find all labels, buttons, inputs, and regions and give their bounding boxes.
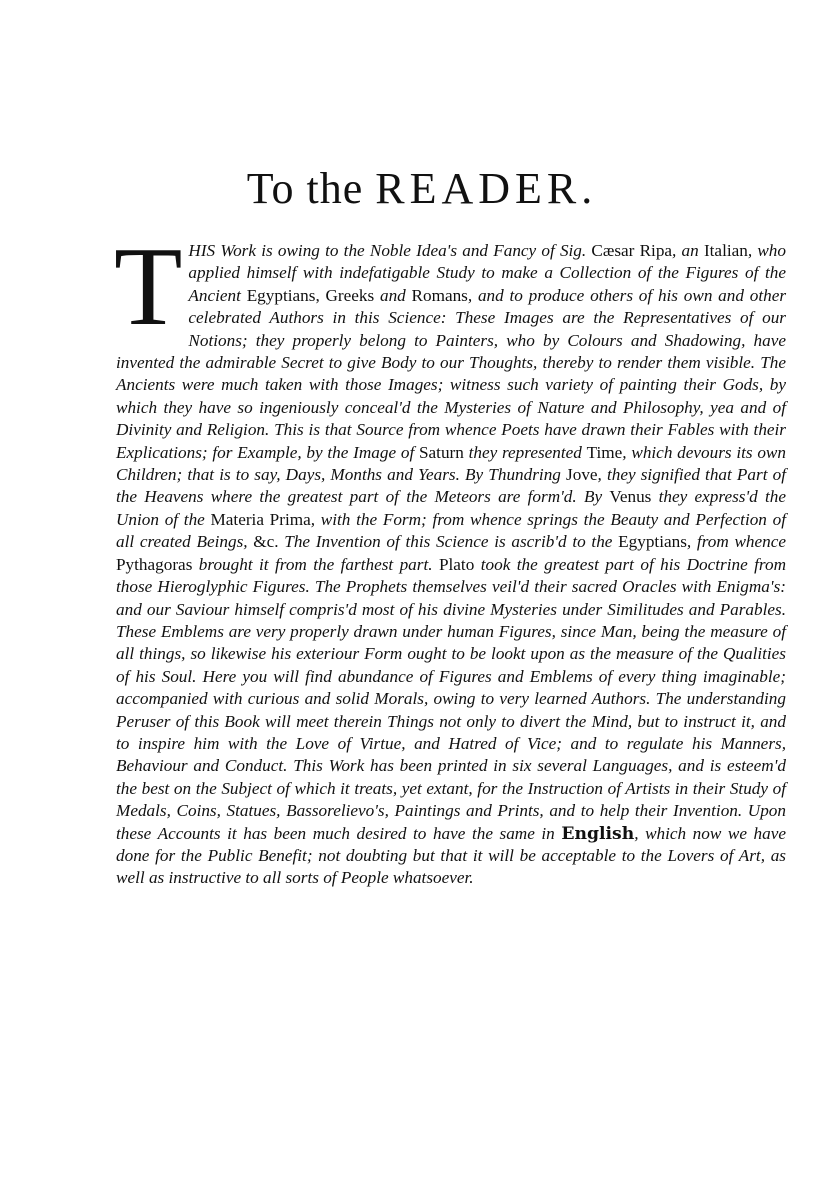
text-run: , which devours its own Children; that is to say, Days, Months and Years. By Thundring xyxy=(116,442,786,485)
text-run: took the greatest part of his Doctrine from those Hieroglyphic Figures. The Prophets themselves veil'd their sacred Oracles with Enigma's: and our Saviour himself compris'd most of his divine Mysteries under Similitudes and Parables. These Emblems are very properly drawn under human Figures, since Man, being the measure of all things, so likewise his exteriour Form ought to be lookt upon as the measure of the Qualities of his Soul. Here you will find abundance of Figures and Emblems of every thing imaginable; accompanied with curious and solid Morals, owing to very learned Authors. The understanding Peruser of this Book will meet therein Things not only to divert the Mind, but to instruct it, and to inspire him with the Love of Virtue, and Hatred of Vice; and to regulate his Manners, Behaviour and Conduct. This Work has been printed in six several Languages, and is esteem'd the best on the Subject of which it treats, yet extant, for the Instruction of Artists in their Study of Medals, Coins, Statues, Bassorelievo's, Paintings and Prints, and to help their Invention. Upon these Accounts it has been much desired to have the same in xyxy=(116,554,786,843)
text-run: Plato xyxy=(438,554,475,574)
text-run: Venus xyxy=(609,487,652,507)
text-run: Jove xyxy=(566,465,598,485)
text-run: and xyxy=(374,285,412,305)
text-run: Cæsar Ripa xyxy=(591,241,673,260)
text-run: , xyxy=(315,285,326,305)
reader-address-text xyxy=(114,225,787,890)
text-run: , which now we have done for the Public Benefit; not doubting but that it will be acceptable to the Lovers of Art, as well as instructive to all sorts of People whatsoever. xyxy=(116,823,786,888)
text-run: Egyptians xyxy=(618,532,687,552)
text-run: &c. xyxy=(253,532,279,552)
text-run: an xyxy=(681,241,704,260)
text-run: Romans xyxy=(411,285,468,305)
text-run: Saturn xyxy=(418,442,464,462)
title-after: . xyxy=(581,164,594,213)
text-run: , who applied himself with indefatigable Study to make a Collection of the Figures of the Ancient xyxy=(188,241,786,305)
text-run: , with the Form; from whence springs the Beauty and Perfection of all created Beings, xyxy=(116,509,787,552)
text-run: Materia Prima xyxy=(210,509,311,529)
body-runs xyxy=(114,225,787,888)
drop-cap: T xyxy=(114,225,183,349)
title-before: To the xyxy=(246,164,376,213)
title-caps: READER xyxy=(375,164,582,213)
text-run: English xyxy=(561,823,635,844)
text-run: brought it from the farthest part. xyxy=(192,554,439,574)
text-run: Greeks xyxy=(325,285,375,305)
text-run: Italian xyxy=(703,241,748,260)
text-run: they represented xyxy=(463,442,587,462)
text-run: The Invention of this Science is ascrib'd to the xyxy=(278,532,619,552)
text-run: , from whence xyxy=(686,532,787,552)
text-run: , and to produce others of his own and other celebrated Authors in this Science: These Images are the Representatives of our Notions; they properly belong to Painters, who by Colours and Shadowing, have invented the admirable Secret to give Body to our Thoughts, thereby to render them visible. The Ancients were much taken with those Images; witness such variety of painting their Gods, by which they have so ingeniously conceal'd the Mysteries of Nature and Philosophy, yea and of Divinity and Religion. This is that Source from whence Poets have drawn their Fables with their Explications; for Example, by the Image of xyxy=(116,285,787,462)
text-run: they express'd the Union of the xyxy=(116,487,787,529)
text-run: , xyxy=(672,241,682,260)
text-run: , they signified that Part of the Heavens where the greatest part of the Meteors are form'd. By xyxy=(116,465,786,507)
text-run: Time xyxy=(586,442,623,462)
text-run: Pythagoras xyxy=(116,554,193,574)
page-title xyxy=(0,162,840,216)
text-run: Egyptians xyxy=(246,285,316,305)
text-run: HIS Work is owing to the Noble Idea's and Fancy of Sig. xyxy=(188,241,592,260)
